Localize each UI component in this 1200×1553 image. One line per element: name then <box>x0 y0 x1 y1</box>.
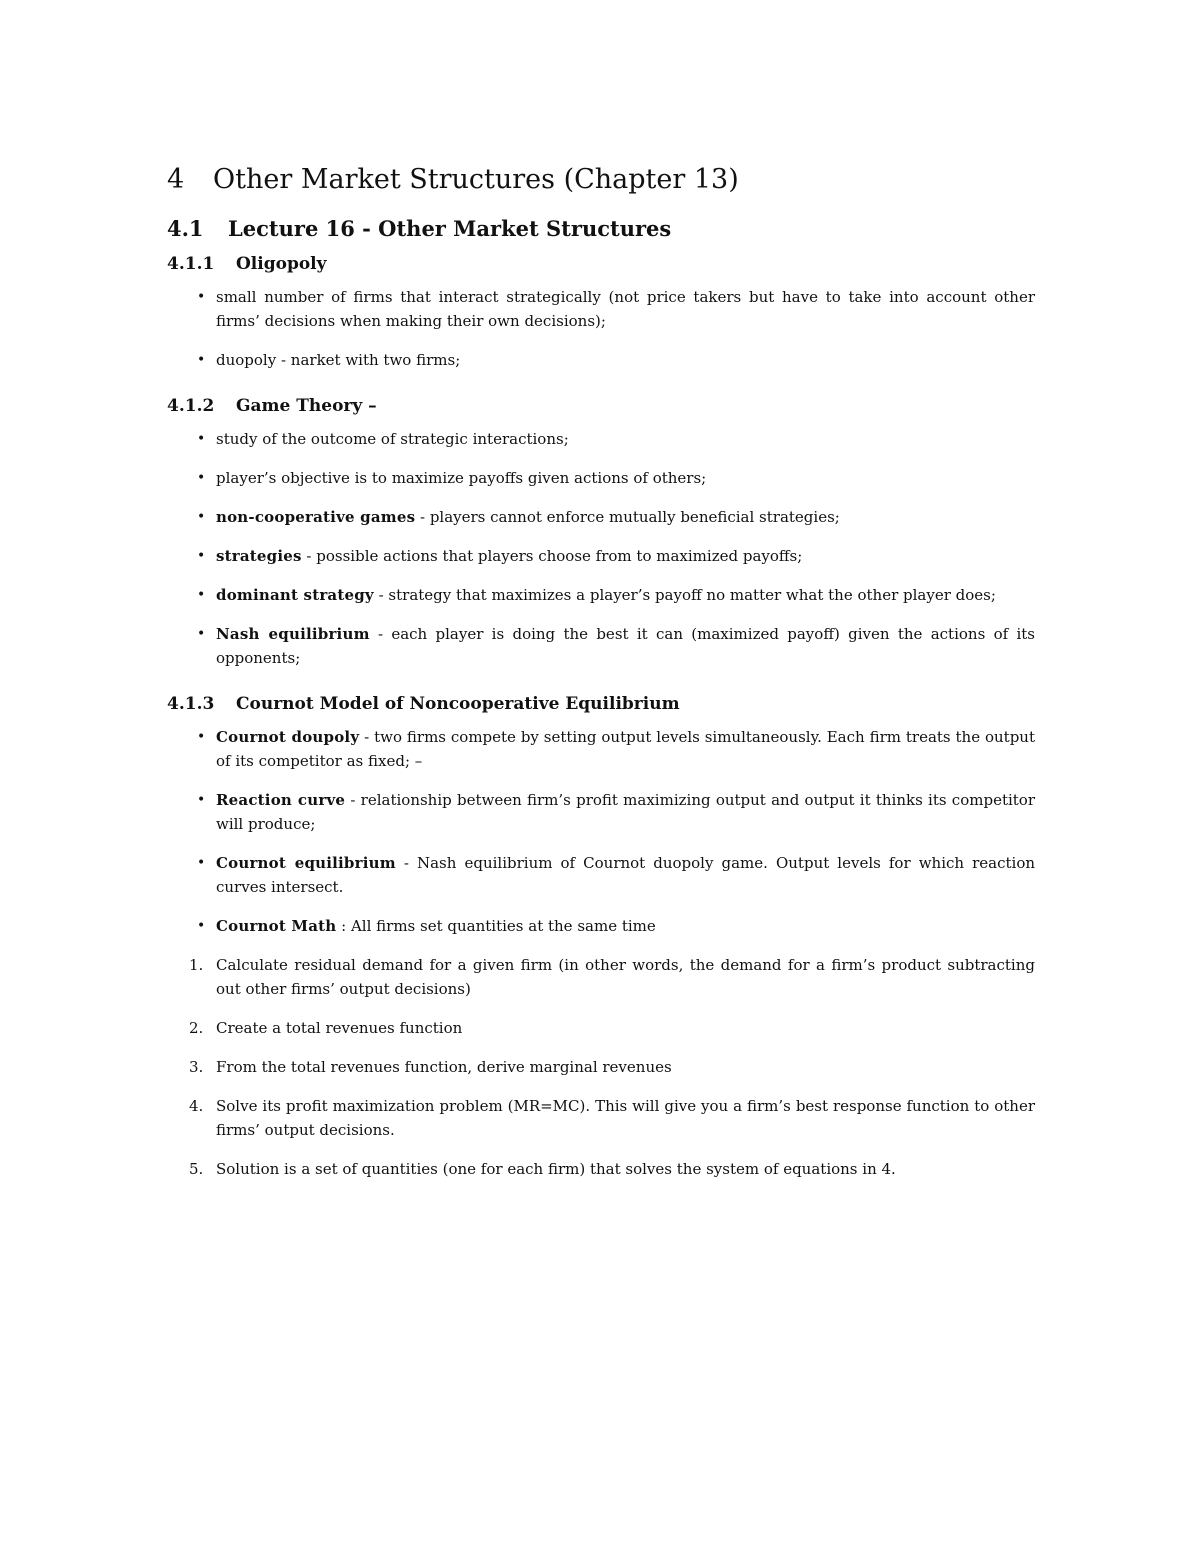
item-text: - possible actions that players choose from to maximized payoffs; <box>301 547 803 565</box>
game-theory-heading <box>167 394 1035 418</box>
game-theory-number: 4.1.2 <box>167 396 215 416</box>
step-item <box>167 1094 1035 1142</box>
oligopoly-number: 4.1.1 <box>167 254 215 274</box>
step-number: 5. <box>189 1160 204 1178</box>
cournot-number: 4.1.3 <box>167 694 215 714</box>
step-number: 1. <box>189 956 204 974</box>
bullet-icon: • <box>197 509 206 525</box>
item-term: dominant strategy <box>216 586 374 604</box>
oligopoly-list <box>167 285 1035 372</box>
game-theory-title: Game Theory – <box>236 396 377 416</box>
item-term: Cournot doupoly <box>216 728 360 746</box>
bullet-icon: • <box>197 626 206 642</box>
section-heading <box>167 160 1035 200</box>
item-text: - each player is doing the best it can (maximized payoff) given the actions of its opponents; <box>216 625 1035 667</box>
bullet-icon: • <box>197 792 206 808</box>
step-text: From the total revenues function, derive marginal revenues <box>216 1058 672 1076</box>
step-item <box>167 1055 1035 1079</box>
list-item <box>167 914 1035 938</box>
list-item <box>167 725 1035 773</box>
step-number: 3. <box>189 1058 204 1076</box>
item-term: non-cooperative games <box>216 508 416 526</box>
bullet-icon: • <box>197 918 206 934</box>
item-text: duopoly - narket with two firms; <box>216 351 461 369</box>
step-item <box>167 1157 1035 1181</box>
list-item <box>167 622 1035 670</box>
item-term: Cournot equilibrium <box>216 854 396 872</box>
bullet-icon: • <box>197 470 206 486</box>
item-text: - strategy that maximizes a player’s payoff no matter what the other player does; <box>373 586 996 604</box>
list-item <box>167 427 1035 451</box>
step-number: 4. <box>189 1097 204 1115</box>
step-text: Create a total revenues function <box>216 1019 463 1037</box>
list-item <box>167 544 1035 568</box>
step-text: Calculate residual demand for a given firm (in other words, the demand for a firm’s product subtracting out other firms’ output decisions) <box>216 956 1035 998</box>
step-item <box>167 953 1035 1001</box>
step-number: 2. <box>189 1019 204 1037</box>
bullet-icon: • <box>197 352 206 368</box>
subsection-number: 4.1 <box>167 216 204 241</box>
item-term: strategies <box>216 547 302 565</box>
list-item <box>167 285 1035 333</box>
oligopoly-heading <box>167 252 1035 276</box>
bullet-icon: • <box>197 431 206 447</box>
item-text: small number of firms that interact strategically (not price takers but have to take into account other firms’ decisions when making their own decisions); <box>216 288 1035 330</box>
subsection-heading <box>167 214 1035 244</box>
document-page <box>167 160 1035 1196</box>
bullet-icon: • <box>197 729 206 745</box>
item-term: Cournot Math <box>216 917 337 935</box>
item-text: - relationship between firm’s profit maximizing output and output it thinks its competitor will produce; <box>216 791 1035 833</box>
list-item <box>167 788 1035 836</box>
cournot-heading <box>167 692 1035 716</box>
step-item <box>167 1016 1035 1040</box>
item-text: : All firms set quantities at the same time <box>336 917 656 935</box>
item-text: - players cannot enforce mutually beneficial strategies; <box>415 508 840 526</box>
list-item <box>167 466 1035 490</box>
bullet-icon: • <box>197 548 206 564</box>
bullet-icon: • <box>197 855 206 871</box>
section-title: Other Market Structures (Chapter 13) <box>213 164 739 195</box>
item-text: - Nash equilibrium of Cournot duopoly game. Output levels for which reaction curves intersect. <box>216 854 1036 896</box>
step-text: Solve its profit maximization problem (MR=MC). This will give you a firm’s best response function to other firms’ output decisions. <box>216 1097 1035 1139</box>
oligopoly-title: Oligopoly <box>236 254 327 274</box>
item-text: study of the outcome of strategic interactions; <box>216 430 569 448</box>
step-text: Solution is a set of quantities (one for each firm) that solves the system of equations in 4. <box>216 1160 896 1178</box>
cournot-steps <box>167 953 1035 1181</box>
bullet-icon: • <box>197 289 206 305</box>
cournot-title: Cournot Model of Noncooperative Equilibrium <box>236 694 680 714</box>
item-text: player’s objective is to maximize payoffs given actions of others; <box>216 469 707 487</box>
list-item <box>167 583 1035 607</box>
subsection-title: Lecture 16 - Other Market Structures <box>228 216 672 241</box>
list-item <box>167 348 1035 372</box>
item-term: Reaction curve <box>216 791 346 809</box>
game-theory-list <box>167 427 1035 670</box>
cournot-list <box>167 725 1035 938</box>
item-text: - two firms compete by setting output levels simultaneously. Each firm treats the output of its competitor as fixed; – <box>216 728 1035 770</box>
list-item <box>167 851 1035 899</box>
section-number: 4 <box>167 164 185 195</box>
item-term: Nash equilibrium <box>216 625 370 643</box>
bullet-icon: • <box>197 587 206 603</box>
list-item <box>167 505 1035 529</box>
